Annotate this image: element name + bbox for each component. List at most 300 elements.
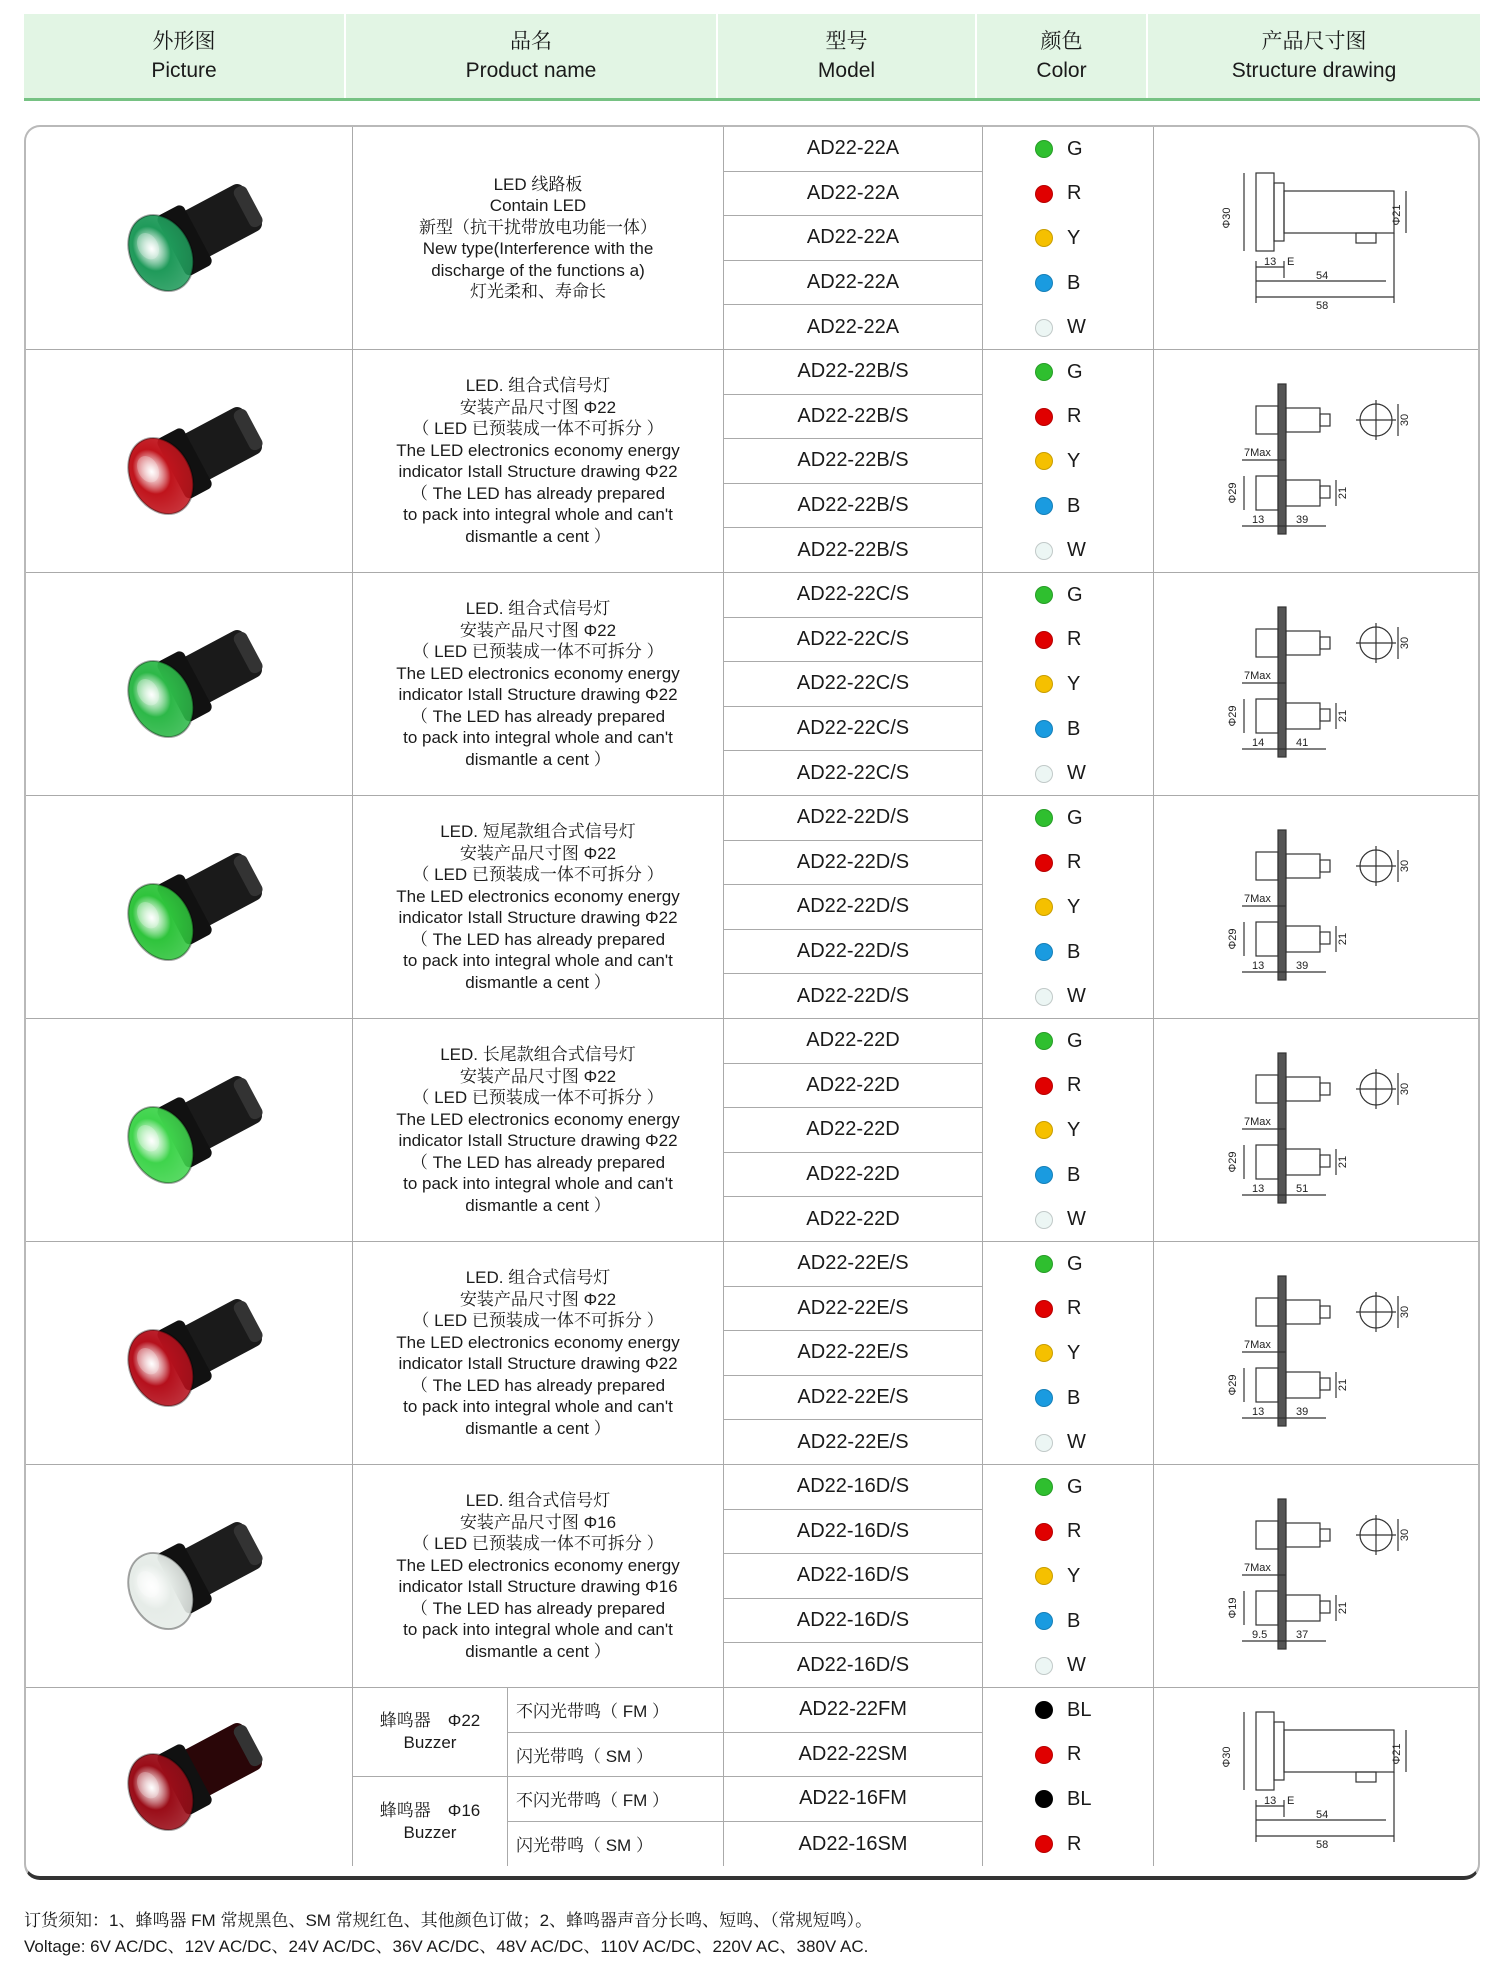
color-swatch-icon [1035,363,1053,381]
product-name-line: 新型（抗干扰带放电功能一体） [419,217,657,237]
product-name [419,174,657,303]
green-pilot-lamp-icon [99,837,279,977]
model-cell: AD22-16D/S [796,1654,910,1677]
product-name-line: （ The LED has already prepared [410,706,666,726]
color-swatch-icon [1035,1612,1053,1630]
model-cell: AD22-22E/S [724,1287,982,1332]
color-cell [983,841,1153,886]
color-cell [983,751,1153,796]
model-cell: AD22-22D [724,1153,982,1198]
color-swatch-icon [1035,1478,1053,1496]
color-code: R [1067,405,1082,428]
header-color-en: Color [1036,59,1087,82]
header-picture-en: Picture [151,59,217,82]
product-name-line: （ The LED has already prepared [410,929,666,949]
buzzer-name [353,1688,508,1776]
structure-drawing [1154,573,1478,795]
svg-text:7Max: 7Max [1244,1116,1271,1128]
color-swatch-icon [1035,988,1053,1006]
color-code: R [1067,1074,1082,1097]
color-swatch-icon [1035,943,1053,961]
model-cell: AD22-22C/S [724,573,982,618]
buzzer-subgroup [353,1688,723,1777]
buzzer-mode: 闪光带鸣（ SM ） [516,1836,653,1856]
color-cell [983,528,1153,573]
product-name-line: （ LED 已预装成一体不可拆分 ） [412,419,664,438]
product-name-line: to pack into integral whole and can't [403,1174,673,1193]
product-name-cell [353,1465,724,1687]
svg-text:Φ30: Φ30 [1221,207,1233,229]
model-cell: AD22-22A [724,172,982,217]
color-cell [983,1287,1153,1332]
svg-text:30: 30 [1399,859,1411,873]
structure-drawing-s [1216,599,1416,769]
product-name-line: （ LED 已预装成一体不可拆分 ） [412,1088,664,1107]
model-cell: AD22-22A [724,261,982,306]
svg-text:21: 21 [1337,1378,1349,1392]
header-model-cn: 型号 [825,30,868,53]
color-code: G [1067,1029,1083,1052]
svg-text:13: 13 [1252,514,1265,526]
model-cell: AD22-16D/S [724,1510,982,1555]
color-cell [983,1197,1153,1242]
white-pilot-lamp-icon [99,1506,279,1646]
svg-text:13: 13 [1264,1795,1277,1807]
color-code: W [1067,539,1086,562]
product-name-line: （ The LED has already prepared [410,483,666,503]
model-cell: AD22-16FM [724,1777,982,1822]
color-code: W [1067,316,1086,339]
model-cell: AD22-22FM [724,1688,982,1733]
structure-drawing [1154,1019,1478,1241]
model-cell: AD22-22D [724,1064,982,1109]
svg-text:E: E [1287,1795,1295,1807]
model-cell: AD22-22D/S [796,985,910,1008]
svg-text:30: 30 [1399,636,1411,650]
color-cell [983,261,1153,306]
structure-drawing [1154,1242,1478,1464]
header-color-cn: 颜色 [1040,30,1083,53]
model-cell: AD22-22D/S [724,841,982,886]
buzzer-modes [508,1688,723,1776]
product-group [26,350,1478,573]
product-name-line: dismantle a cent ） [465,1641,611,1661]
product-name-cell [353,796,724,1018]
color-code: G [1067,1252,1083,1275]
color-code: B [1067,717,1081,740]
color-code: Y [1067,449,1081,472]
color-swatch-icon [1035,898,1053,916]
svg-text:39: 39 [1296,1406,1309,1418]
structure-drawing [1154,350,1478,572]
svg-text:7Max: 7Max [1244,447,1271,459]
color-cell [983,484,1153,529]
model-cell: AD22-22D [724,1019,982,1064]
svg-text:Φ30: Φ30 [1221,1746,1233,1768]
model-cell: AD22-22E/S [724,1242,982,1287]
product-name-line: LED. 组合式信号灯 [465,1491,611,1510]
color-swatch-icon [1035,319,1053,337]
color-cell [983,1108,1153,1153]
model-column [724,1465,983,1687]
color-swatch-icon [1035,1255,1053,1273]
color-code: R [1067,1832,1082,1855]
color-swatch-icon [1035,1344,1053,1362]
model-cell: AD22-22B/S [724,395,982,440]
header-picture [24,14,346,98]
model-cell: AD22-22SM [724,1733,982,1778]
model-column [724,1688,983,1866]
product-name-line: （ The LED has already prepared [410,1152,666,1172]
color-code: W [1067,985,1086,1008]
buzzer-name [353,1777,508,1866]
svg-text:58: 58 [1316,1839,1329,1851]
model-cell: AD22-22D [724,1108,982,1153]
buzzer-picture [26,1688,353,1866]
svg-text:13: 13 [1252,1406,1265,1418]
color-code: Y [1067,1564,1081,1587]
color-swatch-icon [1035,1121,1053,1139]
color-code: R [1067,851,1082,874]
color-code: W [1067,1208,1086,1231]
color-cell [983,1688,1153,1733]
color-column [983,1465,1154,1687]
color-cell [983,305,1153,350]
product-name-line: （ The LED has already prepared [410,1598,666,1618]
product-name-line: to pack into integral whole and can't [403,1397,673,1416]
header-model [718,14,977,98]
model-cell: AD22-22C/S [724,662,982,707]
color-swatch-icon [1035,452,1053,470]
color-cell [983,1822,1153,1867]
model-cell: AD22-22A [806,316,900,339]
color-column [983,1019,1154,1241]
svg-text:E: E [1287,256,1295,268]
structure-drawing [1154,1688,1478,1866]
color-column [983,1688,1154,1866]
color-cell [983,1777,1153,1822]
model-column [724,1019,983,1241]
product-name-line: Contain LED [489,196,587,215]
color-swatch-icon [1035,1032,1053,1050]
product-picture [26,350,353,572]
buzzer-name-cn: 蜂鸣器 Φ22 [379,1711,481,1730]
product-name-line: LED. 短尾款组合式信号灯 [440,822,636,841]
color-cell [983,350,1153,395]
color-code: R [1067,1520,1082,1543]
product-name [396,598,679,770]
product-picture [26,1242,353,1464]
color-swatch-icon [1035,1300,1053,1318]
color-cell [983,1331,1153,1376]
product-name-line: 安装产品尺寸图 Φ22 [459,1289,617,1309]
product-name [396,1490,679,1662]
svg-text:7Max: 7Max [1244,1562,1271,1574]
product-name-line: dismantle a cent ） [465,1195,611,1215]
structure-drawing-a [1216,163,1416,313]
buzzer-name-en: Buzzer [403,1733,457,1752]
table-header [24,14,1480,101]
svg-text:Φ29: Φ29 [1227,705,1239,727]
model-cell: AD22-22E/S [797,1431,909,1454]
product-name-line: The LED electronics economy energy [396,1109,680,1129]
color-code: R [1067,628,1082,651]
color-code: B [1067,1163,1081,1186]
color-swatch-icon [1035,631,1053,649]
structure-drawing [1154,127,1478,349]
svg-text:54: 54 [1316,1809,1329,1821]
product-name-line: （ The LED has already prepared [410,1375,666,1395]
product-group [26,1019,1478,1242]
color-code: G [1067,360,1083,383]
product-name [396,1044,679,1216]
product-name-line: to pack into integral whole and can't [403,505,673,524]
buzzer-mode: 不闪光带鸣（ FM ） [508,1777,723,1822]
model-cell: AD22-22E/S [724,1376,982,1421]
header-name-en: Product name [465,59,597,82]
svg-text:51: 51 [1296,1183,1309,1195]
color-cell [983,1733,1153,1778]
model-cell: AD22-22D/S [724,885,982,930]
product-name-cell [353,350,724,572]
red-pilot-lamp-icon [99,1283,279,1423]
product-name-line: dismantle a cent ） [465,749,611,769]
color-code: R [1067,182,1082,205]
color-column [983,127,1154,349]
svg-text:14: 14 [1252,737,1265,749]
color-swatch-icon [1035,1746,1053,1764]
product-name-line: 安装产品尺寸图 Φ16 [459,1512,617,1532]
structure-drawing-s [1216,1045,1416,1215]
product-name-line: The LED electronics economy energy [396,1332,680,1352]
color-swatch-icon [1035,185,1053,203]
green-pilot-lamp-icon [99,168,279,308]
product-table [24,125,1480,1880]
color-swatch-icon [1035,1211,1053,1229]
color-code: W [1067,1654,1086,1677]
structure-drawing [1154,1465,1478,1687]
product-group [26,127,1478,350]
product-group [26,573,1478,796]
svg-text:21: 21 [1337,932,1349,946]
product-group [26,1242,1478,1465]
color-code: B [1067,494,1081,517]
color-cell [983,1153,1153,1198]
svg-text:37: 37 [1296,1629,1309,1641]
product-name-line: indicator Istall Structure drawing Φ22 [398,908,678,927]
svg-text:30: 30 [1399,413,1411,427]
color-cell [983,1510,1153,1555]
svg-text:39: 39 [1296,514,1309,526]
model-cell: AD22-22D/S [724,930,982,975]
model-column [724,796,983,1018]
order-note: 订货须知：1、蜂鸣器 FM 常规黑色、SM 常规红色、其他颜色订做；2、蜂鸣器声音分长鸣、短鸣、（常规短鸣）。 [24,1911,873,1930]
svg-text:58: 58 [1316,300,1329,312]
product-name-line: The LED electronics economy energy [396,440,680,460]
product-name-line: LED. 长尾款组合式信号灯 [440,1045,636,1064]
voltage-note: Voltage: 6V AC/DC、12V AC/DC、24V AC/DC、36V AC/DC、48V AC/DC、110V AC/DC、220V AC、380V AC. [24,1937,869,1956]
svg-text:Φ29: Φ29 [1227,1151,1239,1173]
product-name-line: （ LED 已预装成一体不可拆分 ） [412,642,664,661]
buzzer-modes [508,1777,723,1866]
color-code: BL [1067,1787,1092,1810]
color-cell [983,662,1153,707]
product-name-line: New type(Interference with the [422,239,654,258]
product-name-line: dismantle a cent ） [465,972,611,992]
model-cell: AD22-22B/S [797,539,909,562]
red-buzzer-icon [99,1707,279,1847]
svg-text:21: 21 [1337,1155,1349,1169]
product-picture [26,1465,353,1687]
product-name-line: The LED electronics economy energy [396,1555,680,1575]
color-code: Y [1067,672,1081,695]
product-picture [26,796,353,1018]
svg-text:Φ29: Φ29 [1227,482,1239,504]
model-cell: AD22-16D/S [724,1554,982,1599]
buzzer-name-en: Buzzer [403,1822,457,1842]
color-cell [983,885,1153,930]
footer-notes [24,1908,872,1960]
model-cell: AD22-22B/S [724,350,982,395]
model-cell: AD22-16D/S [724,1465,982,1510]
structure-drawing-s [1216,1268,1416,1438]
buzzer-mode: 不闪光带鸣（ FM ） [508,1688,723,1733]
product-name-line: 灯光柔和、寿命长 [470,282,606,301]
svg-text:54: 54 [1316,270,1329,282]
svg-text:13: 13 [1252,960,1265,972]
product-picture [26,573,353,795]
color-swatch-icon [1035,229,1053,247]
color-swatch-icon [1035,1434,1053,1452]
structure-drawing-s [1216,376,1416,546]
svg-text:13: 13 [1252,1183,1265,1195]
product-picture [26,127,353,349]
header-picture-cn: 外形图 [152,30,216,53]
color-cell [983,1376,1153,1421]
svg-text:Φ29: Φ29 [1227,1374,1239,1396]
color-cell [983,707,1153,752]
model-cell: AD22-16SM [798,1832,908,1855]
color-swatch-icon [1035,1567,1053,1585]
color-cell [983,1643,1153,1688]
color-swatch-icon [1035,1523,1053,1541]
color-column [983,350,1154,572]
product-name [396,375,679,547]
svg-text:41: 41 [1296,737,1309,749]
color-cell [983,974,1153,1019]
product-name-cell [353,127,724,349]
model-cell: AD22-16D/S [724,1599,982,1644]
model-column [724,573,983,795]
product-name [396,1267,679,1439]
header-color [977,14,1148,98]
color-cell [983,216,1153,261]
product-name-cell [353,1019,724,1241]
color-code: G [1067,806,1083,829]
product-name-line: 安装产品尺寸图 Φ22 [459,620,617,640]
header-name-cn: 品名 [510,30,552,53]
header-structure-drawing [1148,14,1480,98]
product-name-line: discharge of the functions a) [431,260,645,280]
color-swatch-icon [1035,586,1053,604]
model-cell: AD22-22B/S [724,484,982,529]
header-drawing-cn: 产品尺寸图 [1261,30,1367,53]
color-code: W [1067,762,1086,785]
color-code: R [1067,1743,1082,1766]
product-name-line: indicator Istall Structure drawing Φ22 [398,685,678,704]
product-name-line: indicator Istall Structure drawing Φ22 [398,1354,678,1373]
model-column [724,127,983,349]
red-pilot-lamp-icon [99,391,279,531]
buzzer-name-cn: 蜂鸣器 Φ16 [379,1800,481,1820]
product-name-line: to pack into integral whole and can't [403,728,673,747]
color-code: Y [1067,1118,1081,1141]
color-cell [983,395,1153,440]
svg-text:21: 21 [1337,486,1349,500]
color-cell [983,172,1153,217]
color-swatch-icon [1035,1835,1053,1853]
color-code: Y [1067,1341,1081,1364]
color-swatch-icon [1035,497,1053,515]
product-name-line: 安装产品尺寸图 Φ22 [459,397,617,417]
color-code: B [1067,1386,1081,1409]
color-swatch-icon [1035,854,1053,872]
color-code: R [1067,1297,1082,1320]
structure-drawing-a [1216,1702,1416,1852]
color-code: BL [1067,1698,1092,1721]
model-cell: AD22-22D [806,1208,900,1231]
product-picture [26,1019,353,1241]
product-name [396,821,679,993]
color-code: G [1067,137,1083,160]
color-code: B [1067,1609,1081,1632]
color-cell [983,1019,1153,1064]
color-swatch-icon [1035,1389,1053,1407]
product-name-line: The LED electronics economy energy [396,886,680,906]
color-swatch-icon [1035,765,1053,783]
color-cell [983,573,1153,618]
svg-text:7Max: 7Max [1244,670,1271,682]
buzzer-mode: 闪光带鸣（ SM ） [516,1747,653,1767]
structure-drawing-s [1216,1491,1416,1661]
svg-text:30: 30 [1399,1305,1411,1319]
structure-drawing-s [1216,822,1416,992]
color-cell [983,1465,1153,1510]
product-name-cell [353,573,724,795]
color-column [983,1242,1154,1464]
product-name-cell [353,1242,724,1464]
color-swatch-icon [1035,809,1053,827]
color-swatch-icon [1035,720,1053,738]
svg-text:9.5: 9.5 [1252,1629,1268,1641]
header-drawing-en: Structure drawing [1231,59,1397,82]
color-cell [983,1420,1153,1465]
color-swatch-icon [1035,408,1053,426]
buzzer-name-cell [353,1688,724,1866]
svg-text:30: 30 [1399,1528,1411,1542]
product-name-line: LED. 组合式信号灯 [465,376,611,395]
svg-text:Φ19: Φ19 [1227,1597,1239,1619]
model-cell: AD22-22A [724,216,982,261]
svg-text:7Max: 7Max [1244,893,1271,905]
product-name-line: 安装产品尺寸图 Φ22 [459,843,617,863]
color-swatch-icon [1035,1166,1053,1184]
product-name-line: LED. 组合式信号灯 [465,1268,611,1287]
color-cell [983,1599,1153,1644]
model-column [724,1242,983,1464]
color-swatch-icon [1035,1701,1053,1719]
color-swatch-icon [1035,274,1053,292]
